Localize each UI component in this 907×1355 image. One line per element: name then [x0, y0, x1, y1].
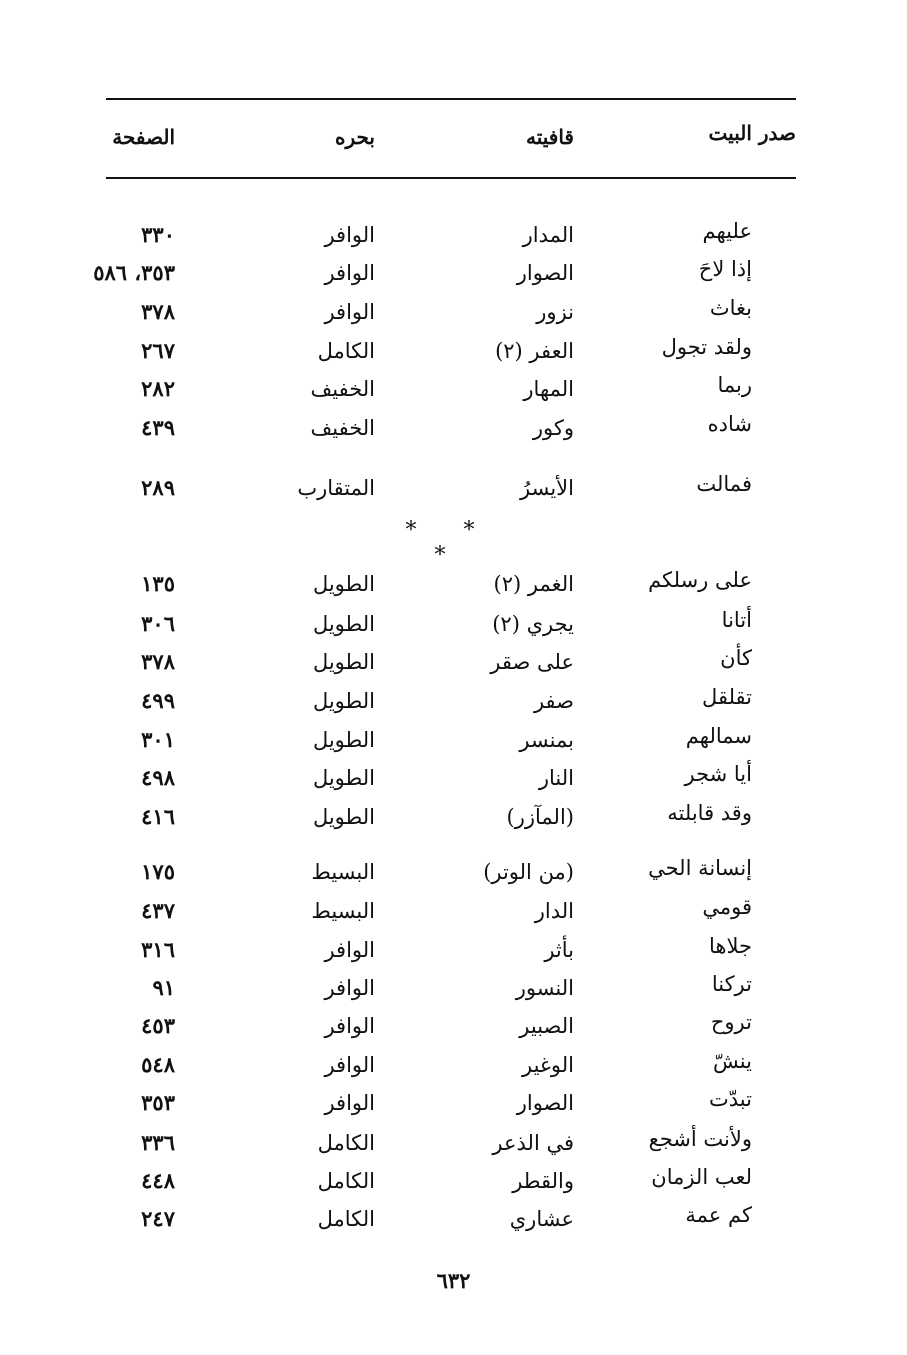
rhyme-cell: الأيسرُ [520, 476, 574, 500]
rhyme-cell: الصوار [516, 261, 574, 285]
meter-cell: الطويل [312, 728, 375, 752]
verse-start-cell: قومي [702, 895, 752, 919]
header-page: الصفحة [112, 125, 175, 149]
rhyme-cell: يجري (٢) [492, 612, 574, 636]
verse-start-cell: أيا شجر [684, 762, 752, 786]
page-ref-cell: ٩١ [152, 975, 175, 1000]
page-ref-cell: ٣٣٠ [141, 222, 175, 247]
meter-cell: الطويل [312, 689, 375, 713]
meter-cell: الخفيف [310, 377, 375, 401]
page-ref-cell: ٤٥٣ [141, 1013, 175, 1038]
rhyme-cell: عشاري [509, 1207, 574, 1231]
page-ref-cell: ٣٠١ [141, 727, 175, 752]
page-ref-cell: ٣٧٨ [141, 299, 175, 324]
verse-start-cell: تبدّت [709, 1087, 752, 1111]
verse-start-cell: إنسانة الحي [648, 856, 752, 880]
meter-cell: الكامل [317, 1131, 375, 1155]
page-ref-cell: ٣٥٣، ٥٨٦ [93, 260, 175, 285]
meter-cell: الطويل [312, 612, 375, 636]
rhyme-cell: الدار [534, 899, 574, 923]
page-ref-cell: ٥٤٨ [141, 1052, 175, 1077]
rhyme-cell: بأثر [544, 938, 574, 962]
meter-cell: الوافر [324, 1091, 375, 1115]
verse-start-cell: لعب الزمان [651, 1165, 752, 1189]
verse-start-cell: ربما [717, 373, 752, 397]
verse-start-cell: ولأنت أشجع [648, 1127, 752, 1151]
rhyme-cell: الصوار [516, 1091, 574, 1115]
rhyme-cell: (المآزر) [506, 805, 574, 829]
verse-start-cell: سمالهم [685, 724, 752, 748]
verse-start-cell: شاده [707, 412, 752, 436]
meter-cell: الطويل [312, 766, 375, 790]
page-ref-cell: ٤٣٧ [141, 898, 175, 923]
meter-cell: المتقارب [297, 476, 375, 500]
meter-cell: الطويل [312, 805, 375, 829]
meter-cell: الطويل [312, 650, 375, 674]
rhyme-cell: النسور [515, 976, 574, 1000]
verse-start-cell: ولقد تجول [661, 335, 752, 359]
verse-start-cell: فمالت [696, 472, 752, 496]
meter-cell: الطويل [312, 572, 375, 596]
meter-cell: الوافر [324, 1053, 375, 1077]
verse-start-cell: إذا لاحَ [698, 257, 752, 281]
page-ref-cell: ٢٤٧ [141, 1206, 175, 1231]
page-ref-cell: ٤٣٩ [141, 415, 175, 440]
meter-cell: الوافر [324, 300, 375, 324]
meter-cell: الخفيف [310, 416, 375, 440]
meter-cell: الكامل [317, 339, 375, 363]
meter-cell: الوافر [324, 261, 375, 285]
rhyme-cell: صفر [533, 689, 574, 713]
page-ref-cell: ٢٨٢ [141, 376, 175, 401]
verse-start-cell: بغاث [709, 296, 752, 320]
rhyme-cell: على صقر [490, 650, 574, 674]
rhyme-cell: الصبير [519, 1014, 574, 1038]
verse-start-cell: كأن [720, 646, 752, 670]
rhyme-cell: نزور [536, 300, 574, 324]
meter-cell: الكامل [317, 1169, 375, 1193]
rhyme-cell: العفر (٢) [495, 339, 574, 363]
verse-start-cell: تروح [710, 1010, 752, 1034]
rhyme-cell: المهار [523, 377, 574, 401]
page-number: ٦٣٢ [436, 1268, 471, 1293]
page-ref-cell: ٢٦٧ [141, 338, 175, 363]
verse-start-cell: ينشّ [713, 1049, 752, 1073]
rhyme-cell: والقطر [512, 1169, 574, 1193]
header-meter: بحره [335, 125, 375, 149]
verse-start-cell: وقد قابلته [667, 801, 752, 825]
rhyme-cell: في الذعر [492, 1131, 574, 1155]
page-ref-cell: ٤٤٨ [141, 1168, 175, 1193]
verse-start-cell: أتانا [721, 608, 752, 632]
verse-start-cell: جلاها [709, 934, 752, 958]
rhyme-cell: (من الوتر) [483, 860, 574, 884]
top-rule [106, 98, 796, 100]
rhyme-cell: وكور [532, 416, 574, 440]
rhyme-cell: بمنسر [519, 728, 574, 752]
section-separator: * * * [405, 518, 495, 568]
meter-cell: البسيط [311, 899, 375, 923]
rhyme-cell: النار [538, 766, 574, 790]
verse-start-cell: على رسلكم [648, 568, 752, 592]
verse-start-cell: عليهم [702, 219, 752, 243]
verse-start-cell: تركنا [711, 972, 752, 996]
page-ref-cell: ٣٣٦ [141, 1130, 175, 1155]
meter-cell: الكامل [317, 1207, 375, 1231]
page-ref-cell: ٤٩٨ [141, 765, 175, 790]
rhyme-cell: الغمر (٢) [493, 572, 574, 596]
page-ref-cell: ٢٨٩ [141, 475, 175, 500]
meter-cell: الوافر [324, 1014, 375, 1038]
header-verse-start: صدر البيت [708, 121, 796, 145]
verse-start-cell: كم عمة [685, 1203, 752, 1227]
page-ref-cell: ٣٧٨ [141, 649, 175, 674]
page-ref-cell: ٣١٦ [141, 937, 175, 962]
header-rhyme: قافيته [525, 125, 574, 149]
page-ref-cell: ١٧٥ [141, 859, 175, 884]
meter-cell: البسيط [311, 860, 375, 884]
meter-cell: الوافر [324, 976, 375, 1000]
page-ref-cell: ١٣٥ [141, 571, 175, 596]
page-ref-cell: ٣٥٣ [141, 1090, 175, 1115]
page-ref-cell: ٤٩٩ [141, 688, 175, 713]
header-bottom-rule [106, 177, 796, 179]
meter-cell: الوافر [324, 223, 375, 247]
rhyme-cell: الوغير [522, 1053, 574, 1077]
rhyme-cell: المدار [522, 223, 574, 247]
meter-cell: الوافر [324, 938, 375, 962]
page-ref-cell: ٣٠٦ [141, 611, 175, 636]
page-ref-cell: ٤١٦ [141, 804, 175, 829]
verse-start-cell: تقلقل [702, 685, 752, 709]
